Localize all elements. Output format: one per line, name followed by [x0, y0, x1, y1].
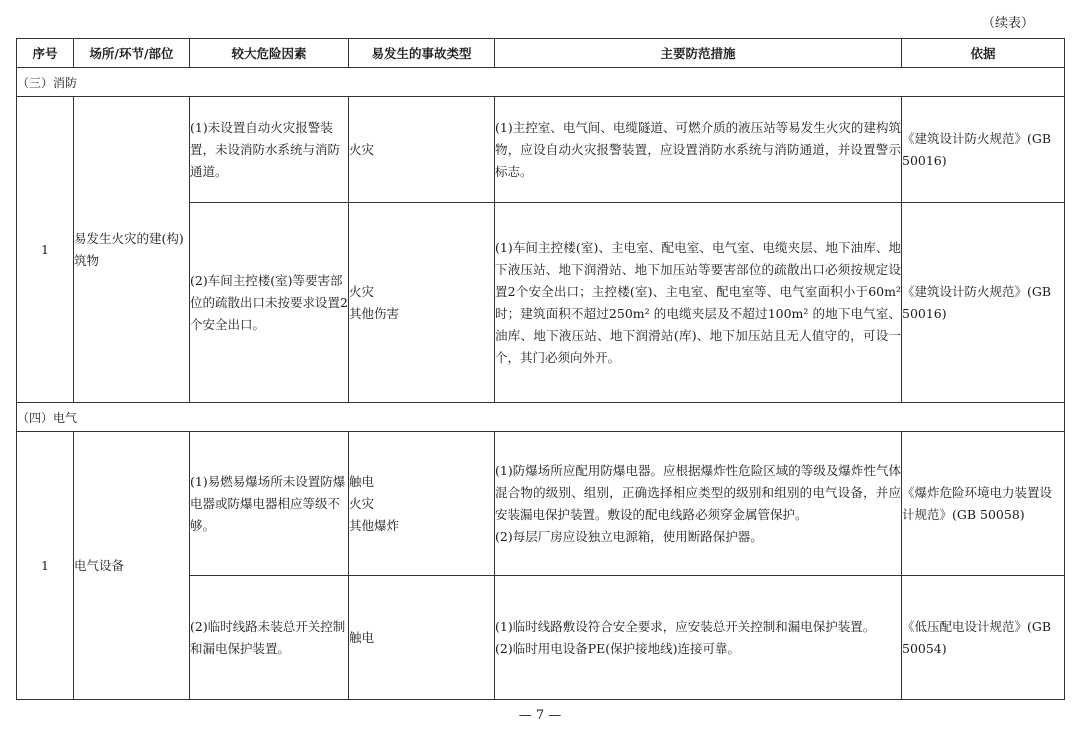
accident-type: 火灾: [349, 141, 375, 157]
header-risk: 较大危险因素: [190, 39, 349, 68]
table-row: [17, 97, 1065, 203]
section-title: （三）消防: [17, 68, 1065, 97]
accident-type: 火灾: [349, 283, 375, 299]
location-cell: 电气设备: [74, 432, 190, 700]
accident-type: 其他爆炸: [349, 517, 400, 533]
continued-label: （续表）: [981, 16, 1034, 31]
basis-cell: 《建筑设计防火规范》(GB 50016): [902, 97, 1065, 203]
measures-cell: [495, 203, 902, 403]
measure-item: (1)临时线路敷设符合安全要求，应安装总开关控制和漏电保护装置。: [495, 618, 876, 634]
header-seq: 序号: [17, 39, 74, 68]
safety-measures-table: [16, 38, 1065, 700]
header-location: 场所/环节/部位: [74, 39, 190, 68]
accident-type: 触电: [349, 473, 375, 489]
accident-type: 其他伤害: [349, 305, 400, 321]
header-basis: 依据: [902, 39, 1065, 68]
measure-item: (1)主控室、电气间、电缆隧道、可燃介质的液压站等易发生火灾的建构筑物，应设自动火灾报警装置，应设置消防水系统与消防通道，并设置警示标志。: [495, 119, 901, 179]
accident-cell: [349, 432, 495, 576]
seq-cell: 1: [17, 432, 74, 700]
risk-cell: (1)易燃易爆场所未设置防爆电器或防爆电器相应等级不够。: [190, 432, 349, 576]
accident-cell: [349, 97, 495, 203]
accident-type: 触电: [349, 629, 375, 645]
section-row-fire: [17, 68, 1065, 97]
measure-item: (1)防爆场所应配用防爆电器。应根据爆炸性危险区域的等级及爆炸性气体混合物的级别、组别，正确选择相应类型的级别和组别的电气设备，并应安装漏电保护装置。敷设的配电线路必须穿金属管保护。: [495, 462, 901, 522]
measure-item: (2)每层厂房应设独立电源箱，使用断路保护器。: [495, 528, 763, 544]
page-number: — 7 —: [518, 708, 562, 723]
measure-item: (2)临时用电设备PE(保护接地线)连接可靠。: [495, 640, 740, 656]
risk-cell: (2)临时线路未装总开关控制和漏电保护装置。: [190, 576, 349, 700]
accident-type: 火灾: [349, 495, 375, 511]
accident-cell: [349, 203, 495, 403]
basis-cell: 《爆炸危险环境电力装置设计规范》(GB 50058): [902, 432, 1065, 576]
accident-cell: [349, 576, 495, 700]
location-cell: 易发生火灾的建(构)筑物: [74, 97, 190, 403]
table-row: [17, 432, 1065, 576]
measures-cell: [495, 97, 902, 203]
measures-cell: [495, 432, 902, 576]
risk-cell: (2)车间主控楼(室)等要害部位的疏散出口未按要求设置2个安全出口。: [190, 203, 349, 403]
risk-cell: (1)未设置自动火灾报警装置，未设消防水系统与消防通道。: [190, 97, 349, 203]
header-accident-type: 易发生的事故类型: [349, 39, 495, 68]
seq-cell: 1: [17, 97, 74, 403]
table-header-row: [17, 39, 1065, 68]
measures-cell: [495, 576, 902, 700]
basis-cell: 《建筑设计防火规范》(GB 50016): [902, 203, 1065, 403]
header-measures: 主要防范措施: [495, 39, 902, 68]
measure-item: (1)车间主控楼(室)、主电室、配电室、电气室、电缆夹层、地下油库、地下液压站、地下润滑站、地下加压站等要害部位的疏散出口必须按规定设置2个安全出口；主控楼(室)、主电室、配电室等、电气室面积小于60m² 时；建筑面积不超过250m² 的电缆夹层及不超过100m² 的地下电气室、油库、地下液压站、地下润滑站(库)、地下加压站且无人值守的，可设一个，其门必须向外开。: [495, 239, 901, 365]
section-title: （四）电气: [17, 403, 1065, 432]
section-row-electrical: [17, 403, 1065, 432]
basis-cell: 《低压配电设计规范》(GB 50054): [902, 576, 1065, 700]
